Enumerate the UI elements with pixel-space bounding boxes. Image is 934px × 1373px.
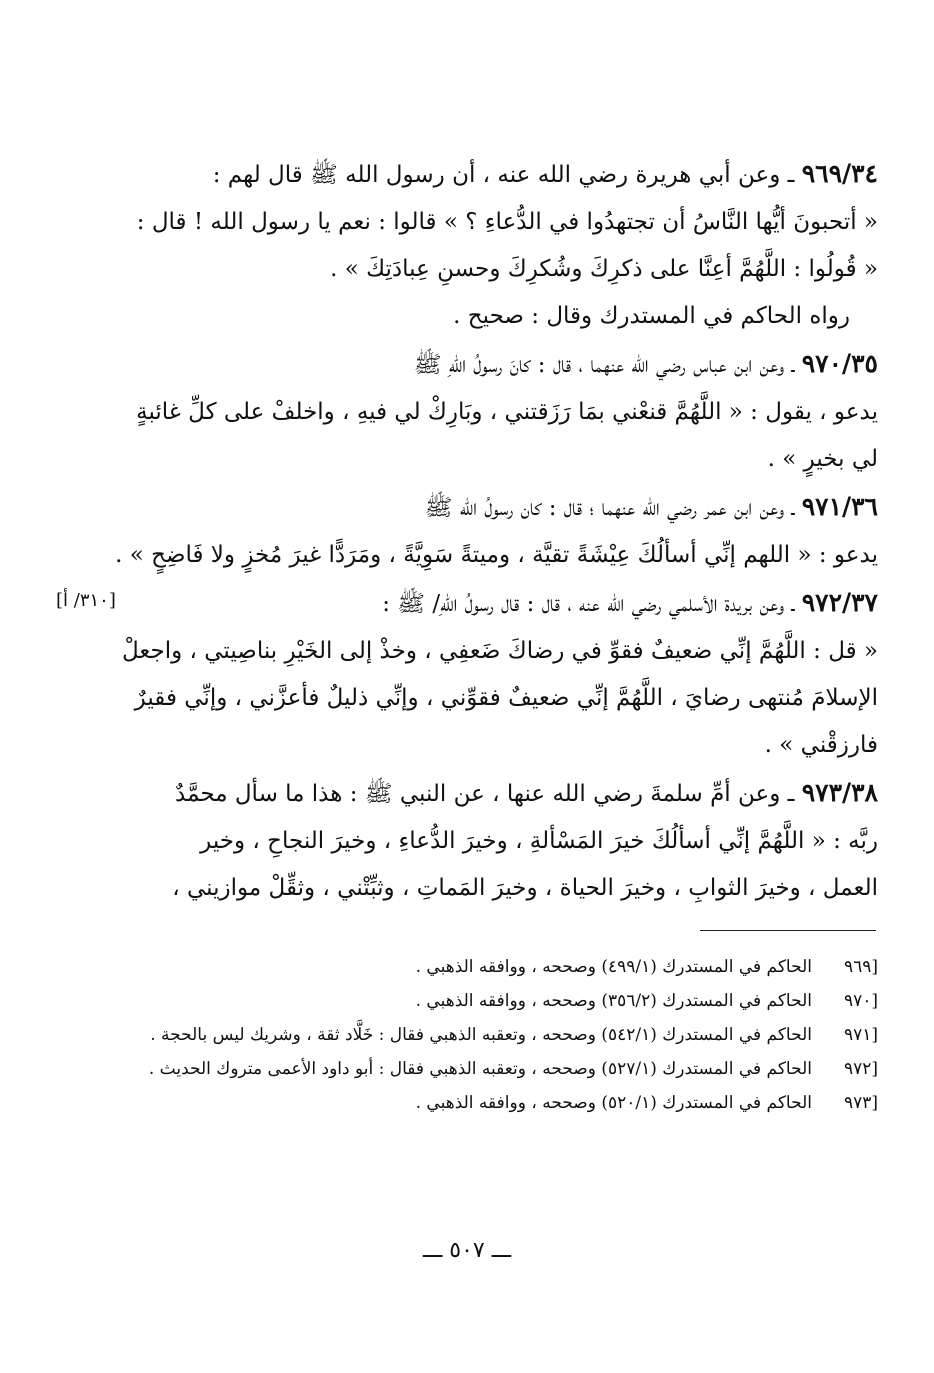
text-line: يدعو : « اللهم إنِّي أسألُكَ عِيْشَةً تقيَّة ، وميتةً سَوِيَّةً ، ومَرَدًّا غيرَ مُخزٍ ولا فَاضِحٍ » .: [115, 542, 878, 568]
hadith-text: ـ وعن ابن عمر رضي الله عنهما ؛ قال : كان رسولُ الله ﷺ: [424, 495, 795, 521]
text-line: ربَّه : « اللَّهُمَّ إنِّي أسألُكَ خيرَ المَسْألةِ ، وخيرَ الدُّعاءِ ، وخيرَ النجاحِ ، وخير: [200, 828, 878, 854]
text-line: [128, 483, 878, 532]
footnote-969: [128, 950, 878, 984]
text-line: لي بخيرٍ » .: [767, 446, 878, 472]
footnote-text: الحاكم في المستدرك (٤٩٩/١) وصححه ، ووافقه الذهبي .: [415, 957, 812, 977]
footnote-text: الحاكم في المستدرك (٥٤٢/١) وصححه ، وتعقبه الذهبي فقال : خَلَّاد ثقة ، وشريك ليس بالحجة .: [150, 1025, 812, 1045]
footnote-number: [٩٧٢: [843, 1059, 878, 1079]
manuscript-folio-note: [٣١٠/ أ]: [56, 590, 116, 611]
footnote-number: [٩٧٣: [843, 1093, 878, 1113]
hadith-972: [121, 579, 878, 769]
footnote-971: [128, 1018, 878, 1052]
source-line: رواه الحاكم في المستدرك وقال : صحيح .: [453, 303, 850, 329]
text-line: « قُولُوا : اللَّهُمَّ أعِنَّا على ذكرِكَ وشُكرِكَ وحسنِ عِبادَتِكَ » .: [330, 256, 878, 282]
footnote-number: [٩٦٩: [843, 957, 878, 977]
hadith-text: ـ وعن أبي هريرة رضي الله عنه ، أن رسول الله ﷺ قال لهم :: [212, 162, 795, 188]
footnote-973: [128, 1086, 878, 1120]
hadith-text: ـ وعن بريدة الأسلمي رضي الله عنه ، قال : قال رسولُ اللهِ/ ﷺ :: [382, 591, 795, 617]
hadith-number: ٩٧٠/٣٥: [801, 349, 878, 378]
text-line: « أتحبونَ أيُّها النَّاسُ أن تجتهدُوا في الدُّعاءِ ؟ » قالوا : نعم يا رسول الله ! قال :: [136, 209, 878, 235]
text-line: [128, 150, 878, 199]
footnote-972: [128, 1052, 878, 1086]
footnote-970: [128, 984, 878, 1018]
hadith-number: ٩٧٢/٣٧: [801, 588, 878, 617]
page-number: ـــ ٥٠٧ ـــ: [422, 1238, 512, 1263]
text-line: فارزقْني » .: [764, 732, 878, 758]
text-line: [128, 340, 878, 389]
text-line: [128, 579, 878, 628]
footnote-text: الحاكم في المستدرك (٣٥٦/٢) وصححه ، ووافقه الذهبي .: [415, 991, 812, 1011]
main-text: [115, 150, 878, 912]
hadith-text: ـ وعن أمِّ سلمةَ رضي الله عنها ، عن النبي ﷺ : هذا ما سأل محمَّدٌ: [175, 781, 795, 807]
text-line: الإسلامَ مُنتهى رضايَ ، اللَّهُمَّ إنِّي ضعيفٌ فقوِّني ، وإنِّي ذليلٌ فأعزَّني ، وإنِّي فقيرٌ: [134, 685, 878, 711]
footnote-number: [٩٧٠: [843, 991, 878, 1011]
hadith-text: ـ وعن ابن عباس رضي الله عنهما ، قال : كانَ رسولُ اللهِ ﷺ: [413, 352, 795, 378]
text-line: « قل : اللَّهُمَّ إنِّي ضعيفٌ فقوِّ في رضاكَ ضَعفِي ، وخذْ إلى الخَيْرِ بناصِيتي ، واجعلْ: [121, 638, 878, 664]
hadith-number: ٩٦٩/٣٤: [801, 159, 878, 188]
hadith-973: [128, 769, 878, 912]
footnote-text: الحاكم في المستدرك (٥٢٠/١) وصححه ، ووافقه الذهبي .: [415, 1093, 812, 1113]
hadith-number: ٩٧١/٣٦: [801, 492, 878, 521]
footnotes: [128, 950, 878, 1120]
hadith-969: [128, 150, 878, 340]
hadith-971: [115, 483, 878, 579]
text-line: العمل ، وخيرَ الثوابِ ، وخيرَ الحياة ، وخيرَ المَماتِ ، وثبِّتْني ، وثقِّلْ موازيني ،: [172, 875, 878, 901]
text-line: يدعو ، يقول : « اللَّهُمَّ قنعْني بمَا رَزَقتني ، وبَارِكْ لي فيهِ ، واخلفْ على كلِّ غائبةٍ: [136, 399, 878, 425]
footnote-divider: [700, 930, 876, 931]
footnote-text: الحاكم في المستدرك (٥٢٧/١) وصححه ، وتعقبه الذهبي فقال : أبو داود الأعمى متروك الحديث .: [148, 1059, 812, 1079]
footnote-number: [٩٧١: [843, 1025, 878, 1045]
hadith-970: [128, 340, 878, 483]
hadith-number: ٩٧٣/٣٨: [801, 778, 878, 807]
text-line: [128, 769, 878, 818]
